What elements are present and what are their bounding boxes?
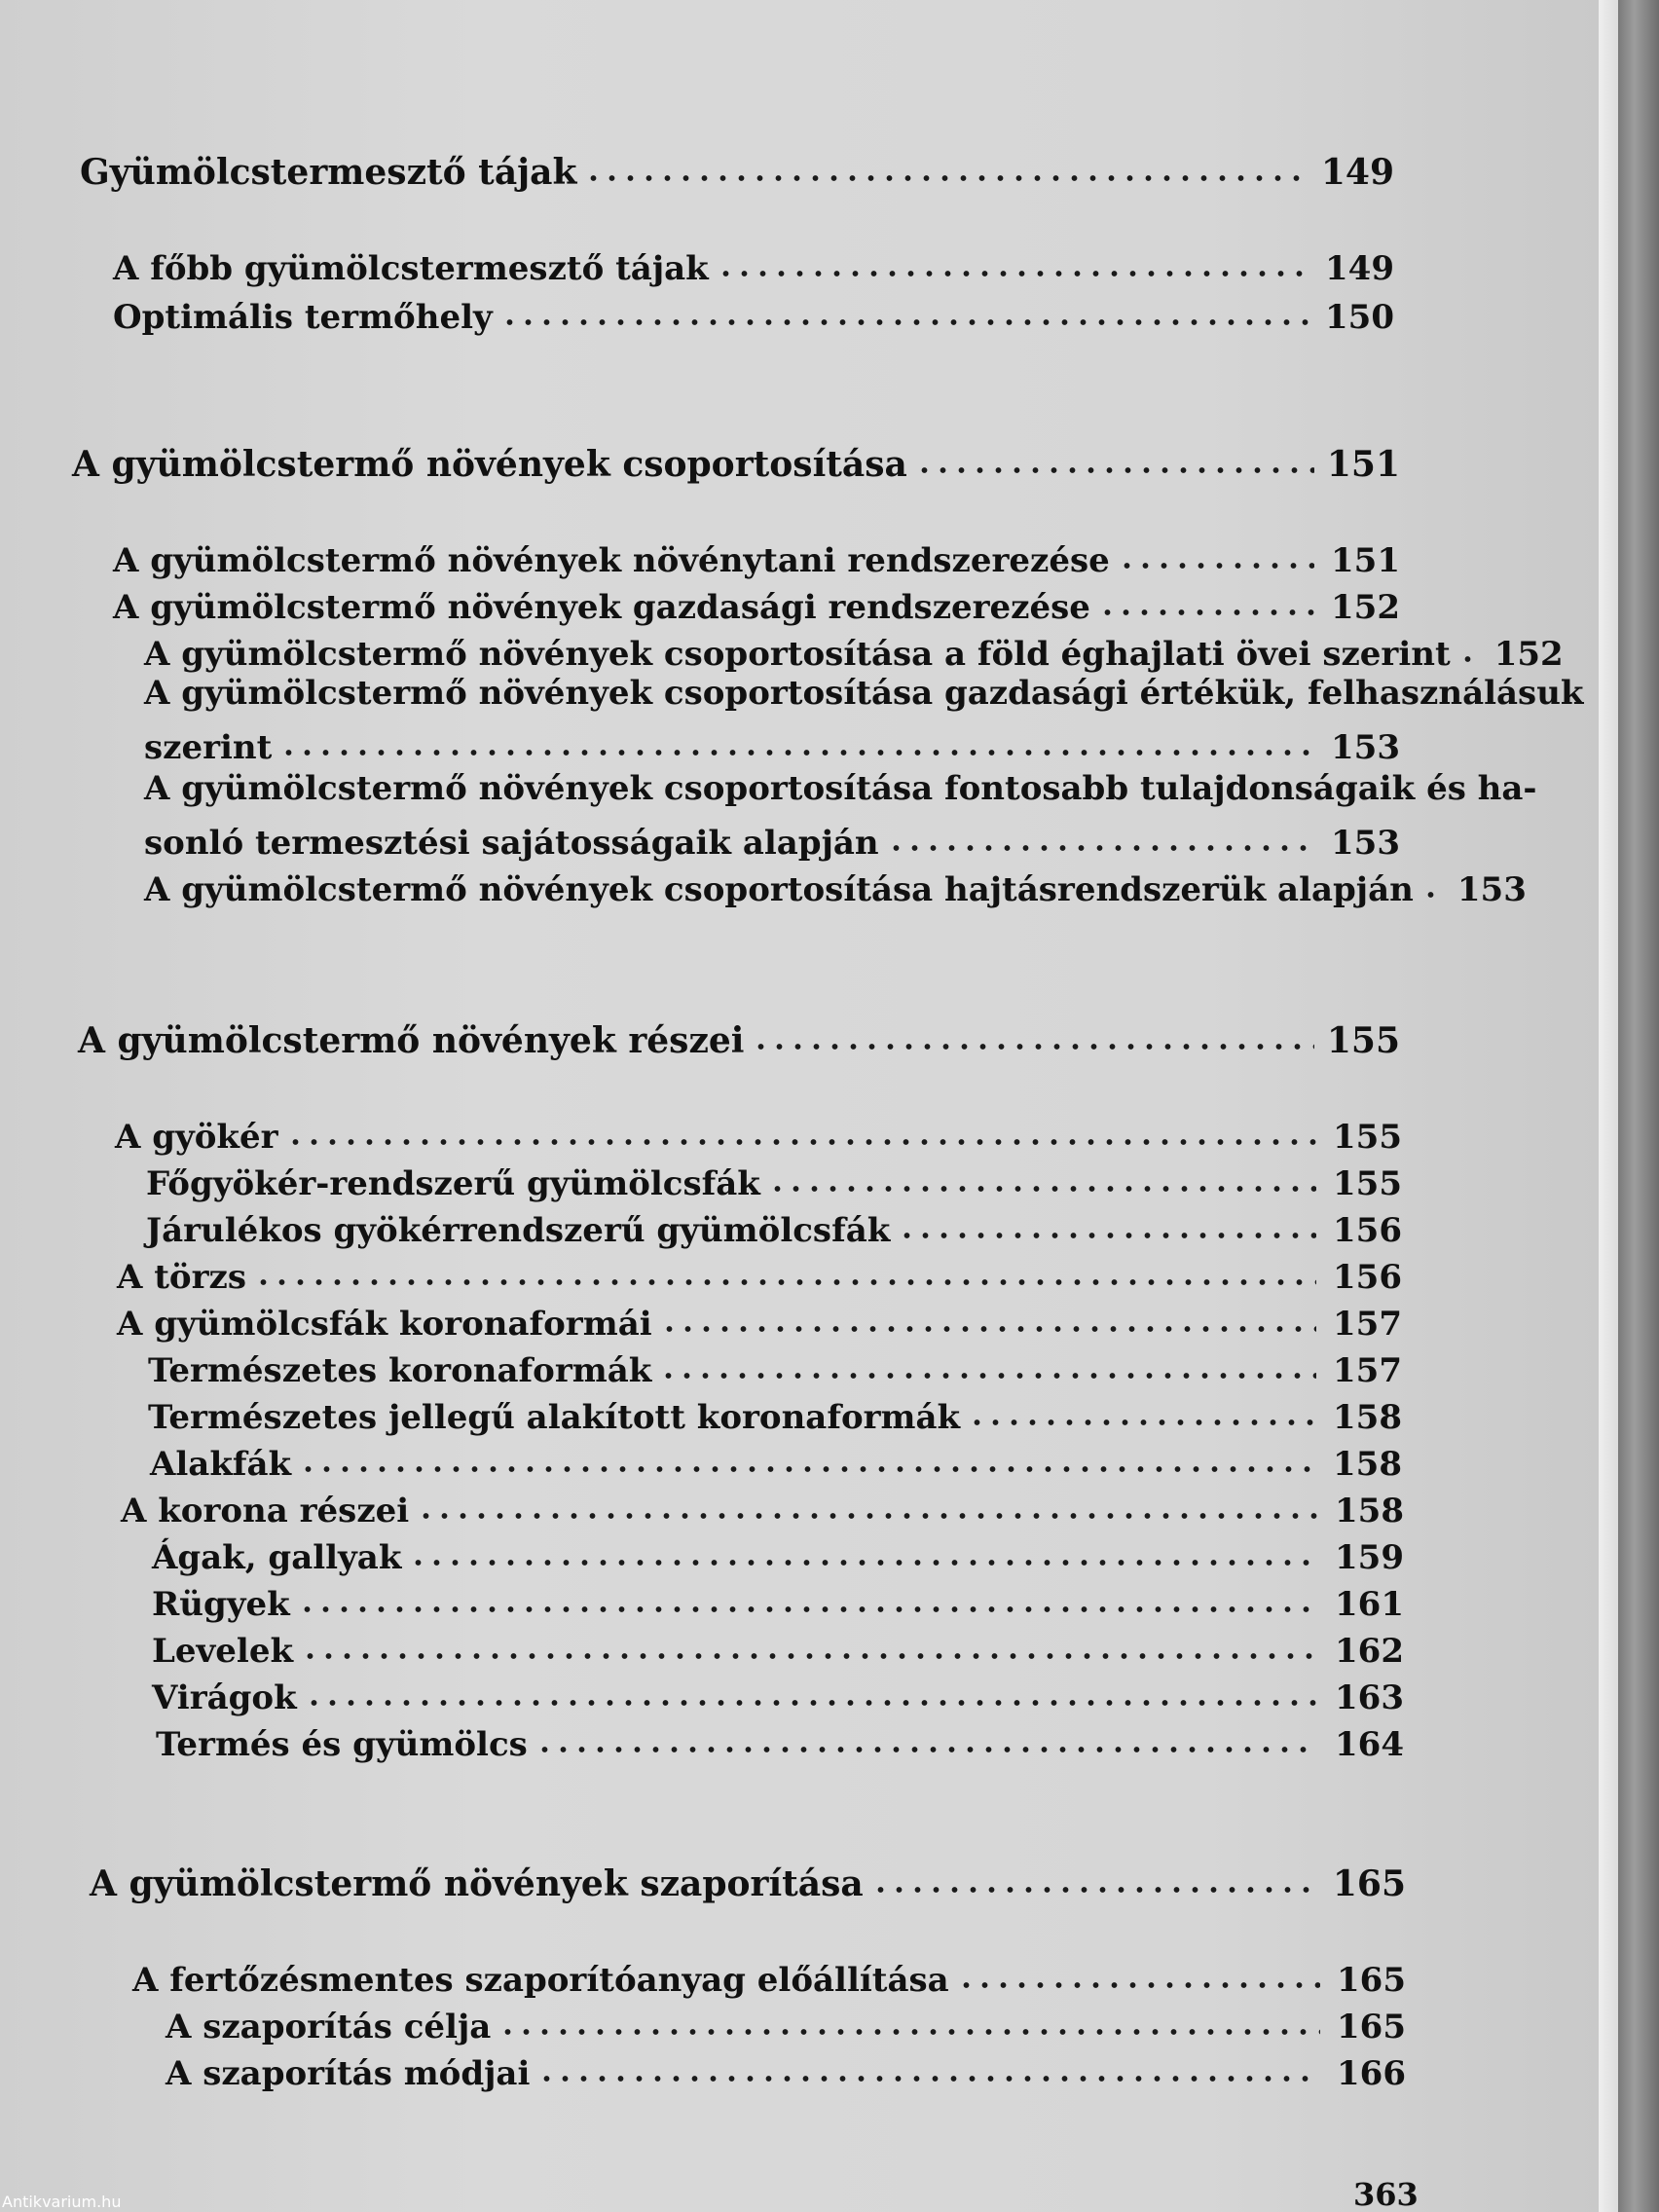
- dot-leader: [957, 1980, 1320, 1990]
- toc-entry[interactable]: [132, 1953, 1406, 2000]
- toc-entry[interactable]: [144, 863, 1527, 909]
- toc-entry-page: 149: [1320, 152, 1394, 193]
- toc-entry-title: Optimális termőhely: [113, 298, 493, 337]
- toc-entry-title: A korona részei: [121, 1492, 410, 1530]
- dot-leader: [1421, 890, 1441, 900]
- page-number: 363: [1353, 2176, 1419, 2212]
- toc-entry[interactable]: [117, 1250, 1402, 1297]
- dot-leader: [898, 1231, 1316, 1240]
- toc-entry-page: 152: [1493, 635, 1564, 674]
- dot-leader: [409, 1558, 1318, 1567]
- toc-entry-page: 157: [1333, 1351, 1402, 1390]
- toc-entry-page: 165: [1332, 1863, 1406, 1904]
- dot-leader: [660, 1324, 1316, 1334]
- toc-entry-page: 158: [1333, 1445, 1402, 1484]
- toc-entry-title: A szaporítás célja: [166, 2008, 492, 2046]
- dot-leader: [768, 1184, 1316, 1194]
- toc-entry[interactable]: [156, 1717, 1404, 1764]
- toc-entry-title: A gyümölcsfák koronaformái: [117, 1305, 652, 1344]
- toc-entry-page: 153: [1331, 824, 1400, 863]
- toc-entry-page: 165: [1337, 2008, 1406, 2046]
- toc-entry-title: A gyümölcstermő növények csoportosítása a föld éghajlati övei szerint: [144, 635, 1451, 674]
- toc-entry-page: 153: [1331, 728, 1400, 767]
- toc-entry-title: A gyümölcstermő növények szaporítása: [90, 1863, 864, 1904]
- toc-entry-page: 155: [1333, 1118, 1402, 1157]
- toc-entry-title: Termés és gyümölcs: [156, 1725, 528, 1764]
- dot-leader: [887, 843, 1314, 853]
- toc-entry-title: A gyümölcstermő növények gazdasági rendszerezése: [113, 588, 1090, 627]
- toc-entry[interactable]: [121, 1484, 1404, 1530]
- toc-entry[interactable]: [113, 290, 1394, 337]
- toc-entry-page: 163: [1335, 1678, 1404, 1717]
- dot-leader: [584, 173, 1309, 183]
- toc-entry-page: 150: [1325, 298, 1394, 337]
- toc-entry[interactable]: [144, 720, 1400, 767]
- dot-leader: [279, 748, 1314, 757]
- toc-entry-page: 156: [1333, 1211, 1402, 1250]
- toc-entry-title: Levelek: [152, 1632, 294, 1671]
- dot-leader: [915, 465, 1314, 475]
- toc-entry-page: 151: [1331, 541, 1400, 580]
- toc-entry[interactable]: [150, 1437, 1402, 1484]
- toc-entry[interactable]: [152, 1671, 1404, 1717]
- toc-entry[interactable]: [113, 241, 1394, 288]
- watermark: Antikvarium.hu: [2, 2193, 122, 2211]
- dot-leader: [417, 1511, 1318, 1521]
- toc-entry[interactable]: [113, 580, 1400, 627]
- toc-entry-title: A szaporítás módjai: [166, 2054, 531, 2093]
- toc-entry-section[interactable]: [90, 1858, 1406, 1904]
- toc-entry-title: Járulékos gyökérrendszerű gyümölcsfák: [146, 1211, 891, 1250]
- toc-entry-section[interactable]: [80, 146, 1394, 193]
- dot-leader: [1098, 608, 1314, 617]
- toc-entry-title: Ágak, gallyak: [152, 1538, 402, 1577]
- toc-entry[interactable]: [166, 2046, 1406, 2093]
- toc-entry-page: 165: [1337, 1961, 1406, 2000]
- toc-entry-title: A törzs: [117, 1258, 246, 1297]
- toc-entry-page: 158: [1335, 1492, 1404, 1530]
- toc-entry-title: A fertőzésmentes szaporítóanyag előállítása: [132, 1961, 949, 2000]
- toc-entry-title: szerint: [144, 728, 273, 767]
- toc-entry[interactable]: [146, 1157, 1402, 1203]
- dot-leader: [717, 269, 1309, 278]
- toc-entry-title: Természetes jellegű alakított koronaformák: [148, 1398, 961, 1437]
- toc-entry[interactable]: [152, 1530, 1404, 1577]
- dot-leader: [305, 1698, 1318, 1708]
- toc-entry[interactable]: [148, 1390, 1402, 1437]
- dot-leader: [535, 1745, 1318, 1754]
- toc-entry-section[interactable]: [72, 438, 1400, 485]
- book-binding: [1618, 0, 1659, 2212]
- toc-entry-page: 166: [1337, 2054, 1406, 2093]
- dot-leader: [286, 1137, 1316, 1147]
- toc-entry-title: sonló termesztési sajátosságaik alapján: [144, 824, 879, 863]
- toc-entry[interactable]: [152, 1624, 1404, 1671]
- toc-entry-title: Főgyökér-rendszerű gyümölcsfák: [146, 1164, 760, 1203]
- toc-entry-title: Gyümölcstermesztő tájak: [80, 152, 577, 193]
- dot-leader: [1458, 654, 1478, 664]
- toc-entry-title: A gyümölcstermő növények csoportosítása hajtásrendszerük alapján: [144, 870, 1414, 909]
- toc-entry[interactable]: [146, 1203, 1402, 1250]
- dot-leader: [537, 2074, 1320, 2083]
- toc-entry-page: 155: [1326, 1020, 1400, 1061]
- toc-entry-title: A főbb gyümölcstermesztő tájak: [113, 249, 709, 288]
- toc-entry-page: 159: [1335, 1538, 1404, 1577]
- toc-entry-page: 157: [1333, 1305, 1402, 1344]
- toc-entry-title: Természetes koronaformák: [148, 1351, 652, 1390]
- toc-entry-title: Rügyek: [152, 1585, 290, 1624]
- toc-entry-title-line[interactable]: A gyümölcstermő növények csoportosítása gazdasági értékük, felhasználásuk: [144, 674, 1584, 713]
- toc-entry[interactable]: [144, 627, 1564, 674]
- toc-entry-page: 161: [1335, 1585, 1404, 1624]
- dot-leader: [1118, 561, 1314, 571]
- dot-leader: [968, 1418, 1316, 1427]
- toc-entry-section[interactable]: [78, 1014, 1400, 1061]
- toc-entry-page: 152: [1331, 588, 1400, 627]
- toc-entry[interactable]: [148, 1344, 1402, 1390]
- toc-entry[interactable]: [152, 1577, 1404, 1624]
- page-edge: [1599, 0, 1618, 2212]
- toc-entry-page: 151: [1326, 444, 1400, 485]
- toc-entry-page: 164: [1335, 1725, 1404, 1764]
- toc-entry[interactable]: [113, 534, 1400, 580]
- dot-leader: [752, 1042, 1314, 1051]
- dot-leader: [871, 1885, 1320, 1895]
- toc-entry-title: Alakfák: [150, 1445, 292, 1484]
- dot-leader: [500, 317, 1309, 327]
- dot-leader: [254, 1277, 1316, 1287]
- toc-entry-page: 158: [1333, 1398, 1402, 1437]
- dot-leader: [659, 1371, 1316, 1381]
- toc-entry[interactable]: [117, 1297, 1402, 1344]
- toc-entry-title: A gyümölcstermő növények részei: [78, 1020, 745, 1061]
- toc-entry-title: A gyümölcstermő növények csoportosítása: [72, 444, 907, 485]
- toc-entry-page: 153: [1456, 870, 1527, 909]
- dot-leader: [498, 2027, 1320, 2037]
- dot-leader: [298, 1604, 1318, 1614]
- toc-entry-page: 155: [1333, 1164, 1402, 1203]
- toc-entry-title: A gyümölcstermő növények növénytani rendszerezése: [113, 541, 1110, 580]
- toc-entry-page: 162: [1335, 1632, 1404, 1671]
- toc-entry[interactable]: [144, 816, 1400, 863]
- dot-leader: [299, 1464, 1316, 1474]
- toc-entry[interactable]: [115, 1110, 1402, 1157]
- toc-entry[interactable]: [166, 2000, 1406, 2046]
- toc-entry-title-line[interactable]: A gyümölcstermő növények csoportosítása fontosabb tulajdonságaik és ha-: [144, 769, 1537, 808]
- toc-entry-title: Virágok: [152, 1678, 297, 1717]
- toc-entry-page: 156: [1333, 1258, 1402, 1297]
- dot-leader: [301, 1651, 1318, 1661]
- toc-entry-title: A gyökér: [115, 1118, 278, 1157]
- toc-entry-page: 149: [1325, 249, 1394, 288]
